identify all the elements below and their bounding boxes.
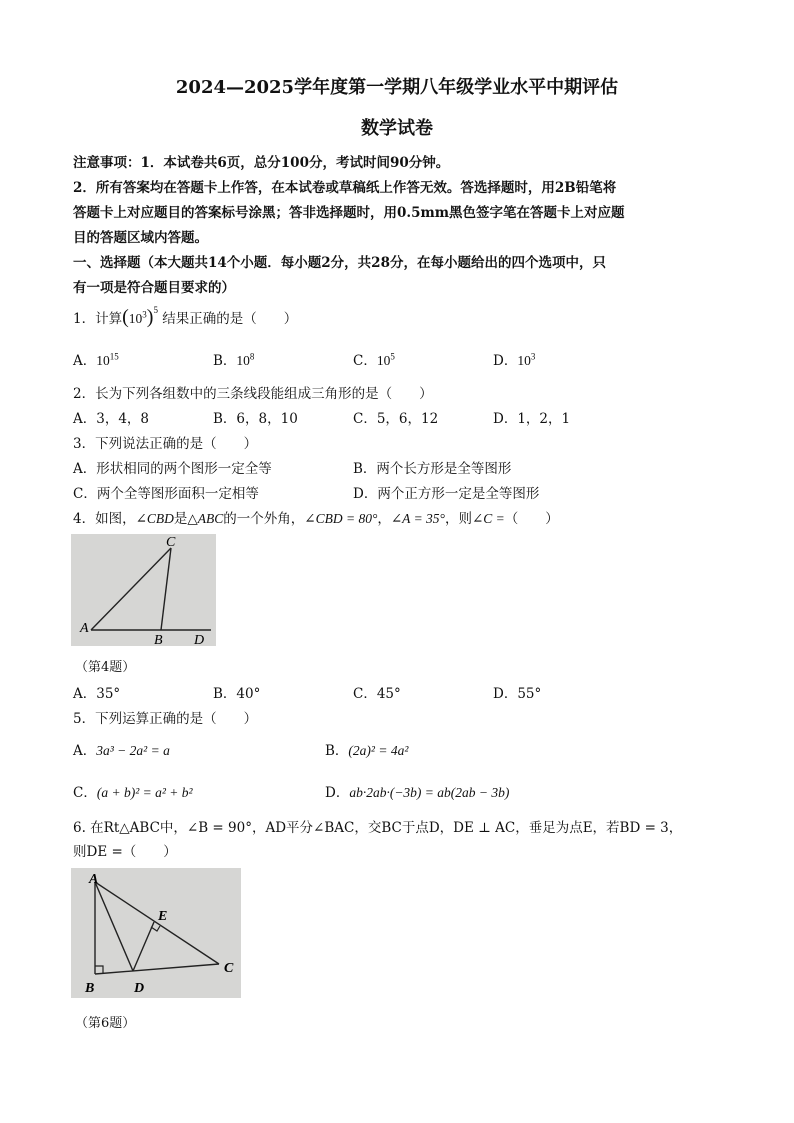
label-d: D bbox=[194, 633, 205, 646]
q4-option-a: A．35° bbox=[73, 686, 121, 702]
figure-q6 bbox=[71, 868, 241, 998]
label-a: A bbox=[89, 872, 99, 887]
q1-option-c: C．$10^5$ bbox=[353, 351, 395, 369]
label-e: E bbox=[158, 909, 168, 924]
q1-option-a: A．$10^{15}$ bbox=[73, 351, 119, 369]
line-ac bbox=[91, 548, 171, 630]
q5-option-a: A．3a³ − 2a² = a bbox=[73, 743, 170, 759]
label-c: C bbox=[166, 535, 176, 550]
q1-option-d: D．$10^3$ bbox=[493, 351, 536, 369]
q2-option-c: C．5，6，12 bbox=[353, 411, 439, 427]
notes-line-1: 注意事项：1．本试卷共6页，总分100分，考试时间90分钟。 bbox=[73, 155, 450, 171]
q2-option-b: B．6，8，10 bbox=[213, 411, 298, 427]
question-3-stem: 3．下列说法正确的是（ ） bbox=[73, 436, 258, 452]
line-ac bbox=[95, 882, 219, 964]
line-de bbox=[133, 922, 154, 971]
line-bc bbox=[161, 548, 171, 630]
line-bc bbox=[95, 964, 219, 974]
exam-title: 2024—2025学年度第一学期八年级学业水平中期评估 bbox=[175, 77, 619, 98]
figure-q6-caption: （第6题） bbox=[75, 1016, 136, 1031]
q4-option-c: C．45° bbox=[353, 686, 401, 702]
q1-inner-exp: 3 bbox=[142, 309, 147, 320]
q3-option-a: A．形状相同的两个图形一定全等 bbox=[73, 461, 272, 477]
q3-option-c: C．两个全等图形面积一定相等 bbox=[73, 486, 259, 502]
figure-q4-caption: （第4题） bbox=[75, 660, 136, 675]
section-1-heading: 一、选择题（本大题共14个小题．每小题2分，共28分，在每小题给出的四个选项中，只 bbox=[73, 255, 606, 271]
notes-line-4: 目的答题区域内答题。 bbox=[73, 230, 208, 246]
question-2-stem: 2．长为下列各组数中的三条线段能组成三角形的是（ ） bbox=[73, 386, 433, 402]
notes-line-2: 2．所有答案均在答题卡上作答，在本试卷或草稿纸上作答无效。答选择题时，用2B铅笔将 bbox=[73, 180, 617, 196]
question-6-stem-cont: 则DE =（ ） bbox=[73, 844, 177, 860]
q5-option-c: C．(a + b)² = a² + b² bbox=[73, 785, 193, 801]
question-5-stem: 5．下列运算正确的是（ ） bbox=[73, 711, 258, 727]
q3-option-b: B．两个长方形是全等图形 bbox=[353, 461, 512, 477]
q2-option-d: D．1，2，1 bbox=[493, 411, 571, 427]
q5-option-d: D．ab·2ab·(−3b) = ab(2ab − 3b) bbox=[325, 785, 510, 801]
q4-option-b: B．40° bbox=[213, 686, 261, 702]
q3-option-d: D．两个正方形一定是全等图形 bbox=[353, 486, 540, 502]
notes-line-3: 答题卡上对应题目的答案标号涂黑；答非选择题时，用0.5mm黑色签字笔在答题卡上对应题 bbox=[73, 205, 625, 221]
q1-suffix: 结果正确的是（ ） bbox=[162, 311, 298, 327]
label-b: B bbox=[154, 633, 163, 646]
label-a: A bbox=[80, 621, 89, 636]
label-c: C bbox=[224, 961, 234, 976]
q1-option-b: B．$10^8$ bbox=[213, 351, 255, 369]
question-6-stem: 6. 在Rt△ABC中，∠B = 90°，AD平分∠BAC，交BC于点D，DE ⊥ AC，垂足为点E，若BD = 3， bbox=[73, 820, 683, 836]
q4-option-d: D．55° bbox=[493, 686, 542, 702]
label-b: B bbox=[85, 981, 95, 996]
question-4-stem: 4．如图，∠CBD是△ABC的一个外角，∠CBD = 80°，∠A = 35°，则∠C =（ ） bbox=[73, 511, 559, 527]
q5-option-b: B．(2a)² = 4a² bbox=[325, 743, 409, 759]
label-d: D bbox=[134, 981, 145, 996]
q1-prefix: 1．计算 bbox=[73, 311, 123, 327]
q2-option-a: A．3，4，8 bbox=[73, 411, 150, 427]
section-1-heading-cont: 有一项是符合题目要求的） bbox=[73, 280, 235, 296]
q1-outer-exp: 5 bbox=[153, 304, 158, 315]
q1-base: 10 bbox=[128, 311, 143, 326]
figure-q4 bbox=[71, 534, 216, 646]
question-1-stem: 1．计算$(10^3)^5$ 结果正确的是（ ） bbox=[73, 304, 298, 328]
exam-subtitle: 数学试卷 bbox=[361, 118, 433, 139]
